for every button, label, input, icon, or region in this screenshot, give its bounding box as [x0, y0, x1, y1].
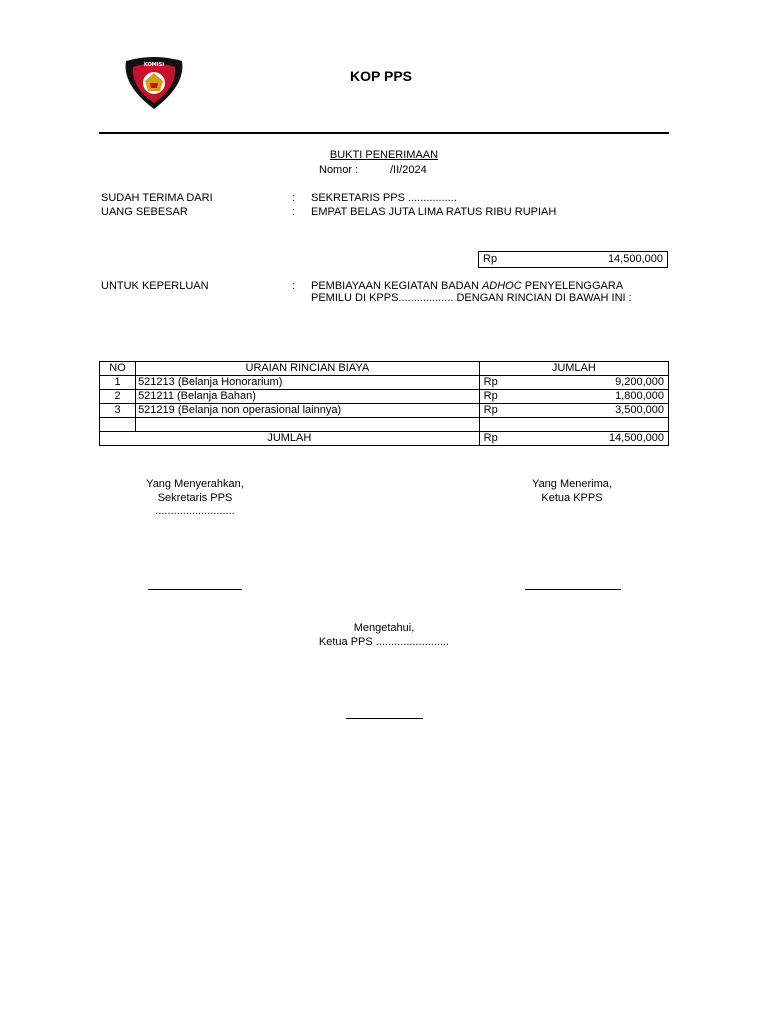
sig-right-line1: Yang Menerima, [532, 478, 612, 490]
row-jumlah: 1,800,000 [615, 390, 664, 402]
row-jumlah: 9,200,000 [615, 376, 664, 388]
kpu-logo [120, 55, 188, 111]
sig-left-line3: .......................... [155, 505, 235, 517]
rincian-table [99, 361, 669, 446]
row-rp: Rp [483, 404, 498, 416]
document-title: BUKTI PENERIMAAN [329, 149, 439, 161]
keperluan-post: PENYELENGGARA [521, 280, 624, 292]
table-row [100, 404, 669, 418]
amount-currency: Rp [483, 253, 498, 265]
keperluan-line1 [311, 280, 623, 292]
nomor-value: /II/2024 [390, 164, 427, 176]
sig-left-line1: Yang Menyerahkan, [146, 478, 244, 490]
nomor-label: Nomor : [319, 164, 359, 176]
header-no: NO [100, 362, 136, 376]
row-no: 1 [100, 376, 136, 390]
row-uraian: 521219 (Belanja non operasional lainnya) [136, 404, 480, 418]
table-row [100, 390, 669, 404]
row-rp: Rp [483, 390, 498, 402]
sig-center [294, 622, 474, 648]
row-jumlah: 3,500,000 [615, 404, 664, 416]
keperluan-pre: PEMBIAYAAN KEGIATAN BADAN [311, 280, 482, 292]
amount-box [478, 251, 668, 268]
sig-right-line2: Ketua KPPS [541, 492, 603, 504]
empty-cell [479, 418, 668, 432]
table-total-row [100, 432, 669, 446]
uang-value: EMPAT BELAS JUTA LIMA RATUS RIBU RUPIAH [311, 206, 557, 218]
uang-label: UANG SEBESAR [101, 206, 188, 218]
sig-center-line2: Ketua PPS ........................ [318, 636, 450, 648]
terima-label: SUDAH TERIMA DARI [101, 192, 213, 204]
sig-left-underline [148, 589, 242, 590]
header-jumlah: JUMLAH [479, 362, 668, 376]
table-row-empty [100, 418, 669, 432]
sig-left [120, 478, 270, 517]
empty-cell [136, 418, 480, 432]
kop-title: KOP PPS [350, 68, 412, 84]
terima-value: SEKRETARIS PPS ................ [311, 192, 457, 204]
logo-text-top: KOMISI [143, 62, 165, 68]
table-row [100, 376, 669, 390]
sig-right-underline [525, 589, 621, 590]
header-divider [99, 132, 669, 134]
row-no: 2 [100, 390, 136, 404]
sig-right [497, 478, 647, 504]
total-rp: Rp [483, 432, 498, 444]
sig-left-line2: Sekretaris PPS [157, 492, 233, 504]
colon: : [292, 206, 296, 218]
row-rp: Rp [483, 376, 498, 388]
sig-center-line1: Mengetahui, [353, 622, 415, 634]
table-header-row [100, 362, 669, 376]
keperluan-line2: PEMILU DI KPPS.................. DENGAN RINCIAN DI BAWAH INI : [311, 292, 632, 304]
colon: : [292, 192, 296, 204]
amount-value: 14,500,000 [607, 253, 663, 265]
row-no: 3 [100, 404, 136, 418]
document-title-wrap [0, 149, 768, 161]
keperluan-label: UNTUK KEPERLUAN [101, 280, 209, 292]
colon: : [292, 280, 296, 292]
row-uraian: 521213 (Belanja Honorarium) [136, 376, 480, 390]
header-uraian: URAIAN RINCIAN BIAYA [136, 362, 480, 376]
sig-center-underline [346, 718, 423, 719]
keperluan-italic: ADHOC [481, 280, 522, 292]
empty-cell [100, 418, 136, 432]
row-uraian: 521211 (Belanja Bahan) [136, 390, 480, 404]
total-label: JUMLAH [100, 432, 480, 446]
total-value: 14,500,000 [608, 432, 664, 444]
